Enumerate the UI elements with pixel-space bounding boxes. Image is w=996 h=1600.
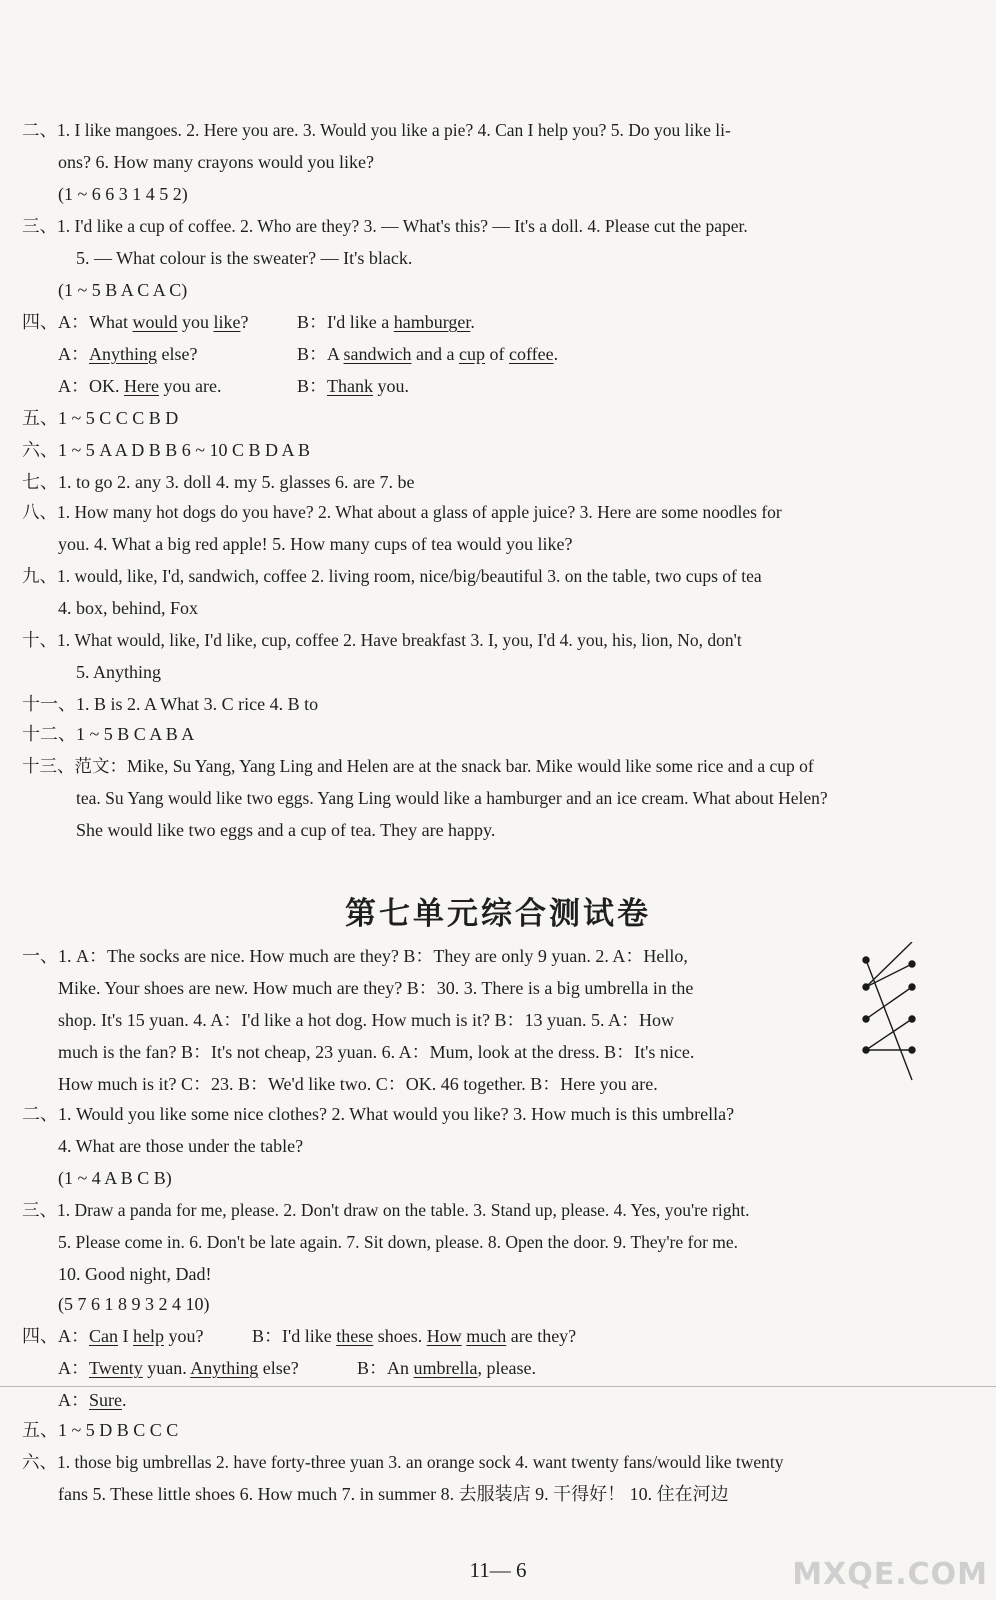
blank-answer: How: [426, 1326, 462, 1346]
u7-s1-line-3: shop. It's 15 yuan. 4. A：I'd like a hot dog. How much is it? B：13 yuan. 5. A：How: [58, 1010, 674, 1030]
u7-s1-line-5: How much is it? C：23. B：We'd like two. C：OK. 46 together. B：Here you are.: [58, 1074, 658, 1094]
s4-dialog-row-3: [58, 374, 221, 398]
u7-s4-dialog-row-1: [22, 1324, 204, 1348]
page-number: 11— 6: [469, 1558, 527, 1582]
text: A：: [58, 344, 89, 364]
match-dot: [863, 957, 869, 963]
match-line: [866, 987, 912, 1019]
s10-line-1: 十、1. What would, like, I'd like, cup, coffee 2. Have breakfast 3. I, you, I'd 4. you, his, lion, No, don't: [22, 630, 742, 650]
match-dot: [909, 984, 915, 990]
match-line: [866, 960, 912, 1080]
s6-answers: 六、1 ~ 5 A A D B B 6 ~ 10 C B D A B: [22, 440, 311, 460]
text: B：An: [357, 1358, 414, 1378]
matching-lines-figure: [862, 942, 922, 1082]
text: .: [122, 1390, 127, 1410]
u7-s1-line-4: much is the fan? B：It's not cheap, 23 yuan. 6. A：Mum, look at the dress. B：It's nice.: [58, 1042, 695, 1062]
s4-dialog-row-1-b: [297, 310, 475, 334]
text: you are.: [158, 376, 222, 396]
match-line: [866, 964, 912, 987]
u7-s1-line-2: Mike. Your shoes are new. How much are they? B：30. 3. There is a big umbrella in the: [58, 978, 694, 998]
text: A：: [58, 1326, 89, 1346]
text: else?: [157, 344, 198, 364]
s9-line-2: 4. box, behind, Fox: [58, 598, 199, 618]
u7-s4-label: 四、: [22, 1326, 58, 1346]
blank-answer: umbrella: [413, 1358, 478, 1378]
text: B：I'd like: [252, 1326, 337, 1346]
blank-answer: Twenty: [89, 1358, 143, 1378]
s4-label: 四、: [22, 312, 58, 332]
blank-answer: like: [213, 312, 241, 332]
u7-s3-line-3: 10. Good night, Dad!: [58, 1264, 212, 1284]
s2-line-1: 二、1. I like mangoes. 2. Here you are. 3. Would you like a pie? 4. Can I help you? 5. Do you like li-: [22, 120, 731, 140]
text: .: [470, 312, 475, 332]
blank-answer: these: [336, 1326, 374, 1346]
blank-answer: help: [133, 1326, 164, 1346]
u7-s6-line-1: 六、1. those big umbrellas 2. have forty-three yuan 3. an orange sock 4. want twenty fans/would like twenty: [22, 1452, 784, 1472]
u7-s5-answers: 五、1 ~ 5 D B C C C: [22, 1420, 179, 1440]
divider-rule: [0, 1386, 996, 1387]
text: you?: [164, 1326, 204, 1346]
s13-line-2: tea. Su Yang would like two eggs. Yang Ling would like a hamburger and an ice cream. What about Helen?: [76, 788, 828, 808]
blank-answer: Thank: [327, 376, 373, 396]
text: of: [484, 344, 509, 364]
s3-line-1: 三、1. I'd like a cup of coffee. 2. Who are they? 3. — What's this? — It's a doll. 4. Please cut the paper.: [22, 216, 748, 236]
match-line: [866, 942, 912, 987]
s4-dialog-row-3-b: [297, 374, 409, 398]
match-line: [866, 1019, 912, 1050]
text: I: [118, 1326, 133, 1346]
text: you.: [373, 376, 409, 396]
s2-line-3: (1 ~ 6 6 3 1 4 5 2): [58, 184, 188, 204]
text: yuan.: [142, 1358, 191, 1378]
text: are they?: [506, 1326, 577, 1346]
text: B：A: [297, 344, 344, 364]
u7-s4-dialog-row-2: [58, 1356, 299, 1380]
u7-s6-line-2: fans 5. These little shoes 6. How much 7. in summer 8. 去服装店 9. 干得好！ 10. 住在河边: [58, 1484, 729, 1504]
text: B：I'd like a: [297, 312, 394, 332]
s5-answers: 五、1 ~ 5 C C C B D: [22, 408, 179, 428]
match-dot: [909, 1016, 915, 1022]
text: else?: [258, 1358, 299, 1378]
s2-line-2: ons? 6. How many crayons would you like?: [58, 152, 374, 172]
text: ?: [240, 312, 249, 332]
u7-s2-line-2: 4. What are those under the table?: [58, 1136, 304, 1156]
u7-s4-dialog-row-3: [58, 1388, 127, 1412]
text: you: [177, 312, 214, 332]
u7-s2-line-3: (1 ~ 4 A B C B): [58, 1168, 172, 1188]
blank-answer: hamburger: [393, 312, 471, 332]
text: A：: [58, 1390, 89, 1410]
u7-s4-dialog-row-1-b: [252, 1324, 576, 1348]
blank-answer: Sure: [89, 1390, 122, 1410]
text: and a: [411, 344, 459, 364]
s3-line-2: 5. — What colour is the sweater? — It's black.: [76, 248, 413, 268]
watermark-logo: MXQE.COM: [792, 1557, 988, 1592]
u7-s3-line-1: 三、1. Draw a panda for me, please. 2. Don't draw on the table. 3. Stand up, please. 4. Yes, you're right.: [22, 1200, 750, 1220]
s11-answers: 十一、1. B is 2. A What 3. C rice 4. B to: [22, 694, 319, 714]
blank-answer: would: [132, 312, 178, 332]
blank-answer: sandwich: [343, 344, 412, 364]
s4-dialog-row-2: [58, 342, 198, 366]
blank-answer: Anything: [190, 1358, 259, 1378]
blank-answer: coffee: [508, 344, 554, 364]
u7-s3-line-4: (5 7 6 1 8 9 3 2 4 10): [58, 1294, 210, 1314]
s3-line-3: (1 ~ 5 B A C A C): [58, 280, 188, 300]
text: A：OK.: [58, 376, 124, 396]
s8-line-2: you. 4. What a big red apple! 5. How many cups of tea would you like?: [58, 534, 573, 554]
s4-dialog-row-2-b: [297, 342, 558, 366]
u7-s2-line-1: 二、1. Would you like some nice clothes? 2. What would you like? 3. How much is this umbrella?: [22, 1104, 735, 1124]
match-dot: [863, 1047, 869, 1053]
s9-line-1: 九、1. would, like, I'd, sandwich, coffee 2. living room, nice/big/beautiful 3. on the table, two cups of tea: [22, 566, 762, 586]
match-dot: [909, 961, 915, 967]
text: , please.: [477, 1358, 536, 1378]
u7-s3-line-2: 5. Please come in. 6. Don't be late again. 7. Sit down, please. 8. Open the door. 9. They're for me.: [58, 1232, 739, 1252]
text: A：: [58, 1358, 89, 1378]
unit7-title: 第七单元综合测试卷: [345, 896, 651, 932]
text: shoes.: [373, 1326, 427, 1346]
text: A：What: [58, 312, 133, 332]
blank-answer: Here: [124, 376, 159, 396]
match-dot: [863, 1016, 869, 1022]
s7-answers: 七、1. to go 2. any 3. doll 4. my 5. glasses 6. are 7. be: [22, 472, 415, 492]
match-dot: [909, 1047, 915, 1053]
s12-answers: 十二、1 ~ 5 B C A B A: [22, 724, 195, 744]
s13-line-3: She would like two eggs and a cup of tea. They are happy.: [76, 820, 496, 840]
blank-answer: cup: [458, 344, 485, 364]
text: B：: [297, 376, 328, 396]
s13-line-1: 十三、范文：Mike, Su Yang, Yang Ling and Helen are at the snack bar. Mike would like some rice and a cup of: [22, 756, 814, 776]
blank-answer: much: [466, 1326, 507, 1346]
u7-s4-dialog-row-2-b: [357, 1356, 536, 1380]
match-dot: [863, 984, 869, 990]
s10-line-2: 5. Anything: [76, 662, 162, 682]
s8-line-1: 八、1. How many hot dogs do you have? 2. What about a glass of apple juice? 3. Here are some noodles for: [22, 502, 782, 522]
text: .: [553, 344, 559, 364]
u7-s1-line-1: 一、1. A：The socks are nice. How much are they? B：They are only 9 yuan. 2. A：Hello,: [22, 946, 688, 966]
s4-dialog-row-1: [22, 310, 248, 334]
blank-answer: Can: [89, 1326, 118, 1346]
blank-answer: Anything: [89, 344, 158, 364]
